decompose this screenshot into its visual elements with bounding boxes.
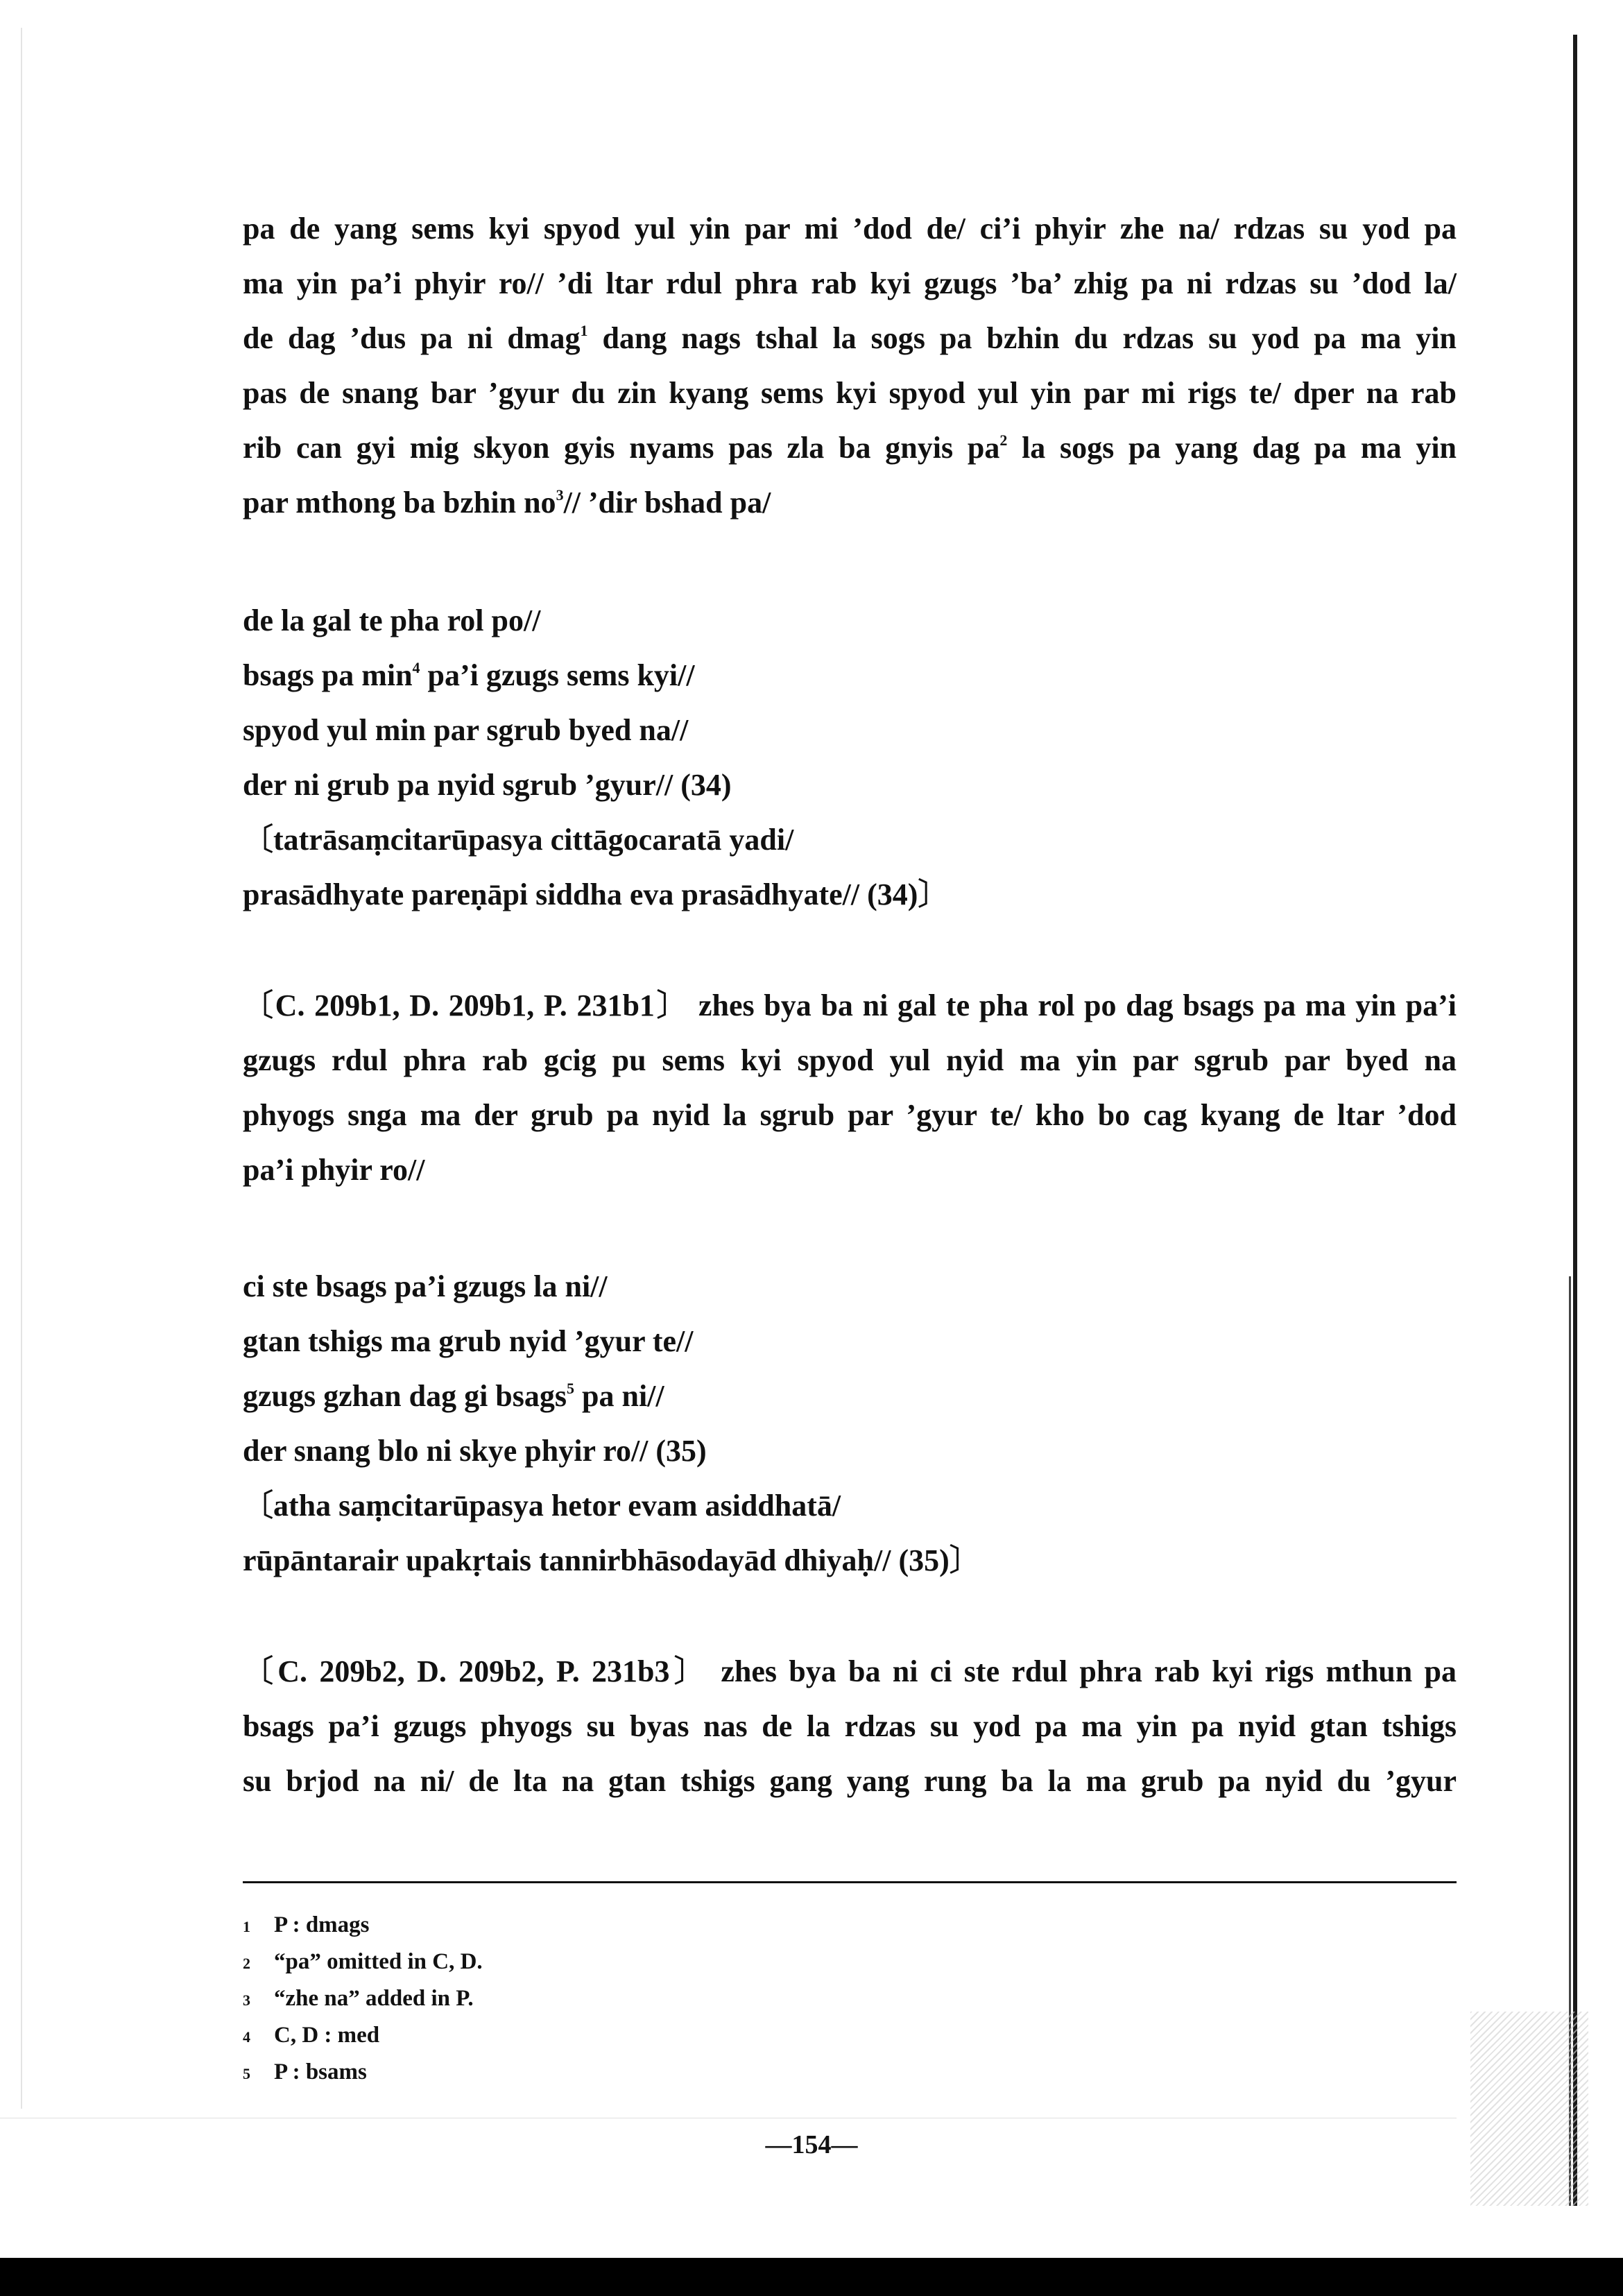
verse-34 <box>243 593 1457 922</box>
text-line: pas de snang bar ’gyur du zin kyang sems kyi spyod yul yin par mi rigs te/ dper na rab <box>243 376 1457 410</box>
footnote-number: 1 <box>243 1918 250 1935</box>
verse-line: spyod yul min par sgrub byed na// <box>243 713 689 747</box>
footnote-text: P : bsams <box>274 2059 367 2084</box>
text-line: su brjod na ni/ de lta na gtan tshigs gang yang rung ba la ma grub pa nyid du ’gyur <box>243 1764 1457 1798</box>
text-line: 〔C. 209b2, D. 209b2, P. 231b3〕 zhes bya ba ni ci ste rdul phra rab kyi rigs mthun pa <box>243 1654 1457 1688</box>
verse-line: ci ste bsags pa’i gzugs la ni// <box>243 1269 608 1303</box>
scan-noise <box>1470 2012 1588 2206</box>
footnote-separator <box>243 1881 1457 1883</box>
footnote <box>243 1944 867 1981</box>
footnote-number: 3 <box>243 1991 250 2009</box>
footnote-text: “zhe na” added in P. <box>274 1986 474 2011</box>
paragraph-2 <box>243 978 1457 1197</box>
footnote-text: P : dmags <box>274 1912 370 1937</box>
verse-line: de la gal te pha rol po// <box>243 603 541 637</box>
sanskrit-line: rūpāntarair upakṛtais tannirbhāsodayād dhiyaḥ// (35)〕 <box>243 1543 980 1577</box>
text-line: ma yin pa’i phyir ro// ’di ltar rdul phra rab kyi gzugs ’ba’ zhig pa ni rdzas su ’dod la/ <box>243 266 1457 300</box>
footnote-text: “pa” omitted in C, D. <box>274 1949 483 1974</box>
footnote <box>243 2055 867 2091</box>
sanskrit-line: 〔atha saṃcitarūpasya hetor evam asiddhatā/ <box>243 1489 841 1523</box>
text-line: par mthong ba bzhin $no^3//$ ’dir bshad pa/ <box>243 486 771 520</box>
footnote-ref: 4 <box>412 659 420 676</box>
footnote-ref: 3 <box>556 486 564 504</box>
footnote-ref: 2 <box>999 431 1008 449</box>
verse-line: gtan tshigs ma grub nyid ’gyur te// <box>243 1324 694 1358</box>
verse-line: bsags pa $\min^4$ pa’i gzugs sems kyi// <box>243 658 695 692</box>
scan-bottom-border <box>0 2258 1623 2296</box>
footnote <box>243 2018 867 2055</box>
scan-binding-edge <box>1573 35 1577 2206</box>
verse-line: der ni grub pa nyid sgrub ’gyur// (34) <box>243 768 732 802</box>
text-line: 〔C. 209b1, D. 209b1, P. 231b1〕 zhes bya ba ni gal te pha rol po dag bsags pa ma yin pa’i <box>243 988 1457 1022</box>
text-line: pa de yang sems kyi spyod yul yin par mi ’dod de/ ci’i phyir zhe na/ rdzas su yod pa <box>243 212 1457 246</box>
sanskrit-line: 〔tatrāsaṃcitarūpasya cittāgocaratā yadi/ <box>243 823 794 857</box>
footnote-ref: 1 <box>580 322 588 339</box>
text-line: de dag ’dus pa ni dmag$^1$ dang nags tshal la sogs pa bzhin du rdzas su yod pa ma yin <box>243 321 1457 355</box>
footnote <box>243 1981 867 2018</box>
footnote-number: 5 <box>243 2065 250 2082</box>
footnote-number: 2 <box>243 1955 250 1972</box>
scan-left-edge <box>21 28 22 2109</box>
sanskrit-line: prasādhyate pareṇāpi siddha eva prasādhyate// (34)〕 <box>243 877 949 911</box>
text-line: phyogs snga ma der grub pa nyid la sgrub par ’gyur te/ kho bo cag kyang de ltar ’dod <box>243 1098 1457 1132</box>
text-line: rib can gyi mig skyon gyis nyams pas zla ba gnyis $pa^2$ la sogs pa yang dag pa ma yin <box>243 431 1457 465</box>
footnotes <box>243 1908 867 2091</box>
verse-line: gzugs gzhan dag gi bsags$^5$ pa ni// <box>243 1379 664 1413</box>
footnote-ref: 5 <box>567 1380 575 1397</box>
paragraph-1 <box>243 201 1457 530</box>
footnote <box>243 1908 867 1944</box>
verse-line: der snang blo ni skye phyir ro// (35) <box>243 1434 707 1468</box>
text-line: gzugs rdul phra rab gcig pu sems kyi spyod yul nyid ma yin par sgrub par byed na <box>243 1043 1457 1077</box>
verse-35 <box>243 1259 1457 1588</box>
text-line: pa’i phyir ro// <box>243 1153 425 1187</box>
text-line: bsags pa’i gzugs phyogs su byas nas de la rdzas su yod pa ma yin pa nyid gtan tshigs <box>243 1709 1457 1743</box>
page-number: —154— <box>765 2130 858 2159</box>
footnote-number: 4 <box>243 2028 250 2046</box>
paragraph-3 <box>243 1644 1457 1808</box>
footnote-text: C, D : med <box>274 2023 380 2048</box>
